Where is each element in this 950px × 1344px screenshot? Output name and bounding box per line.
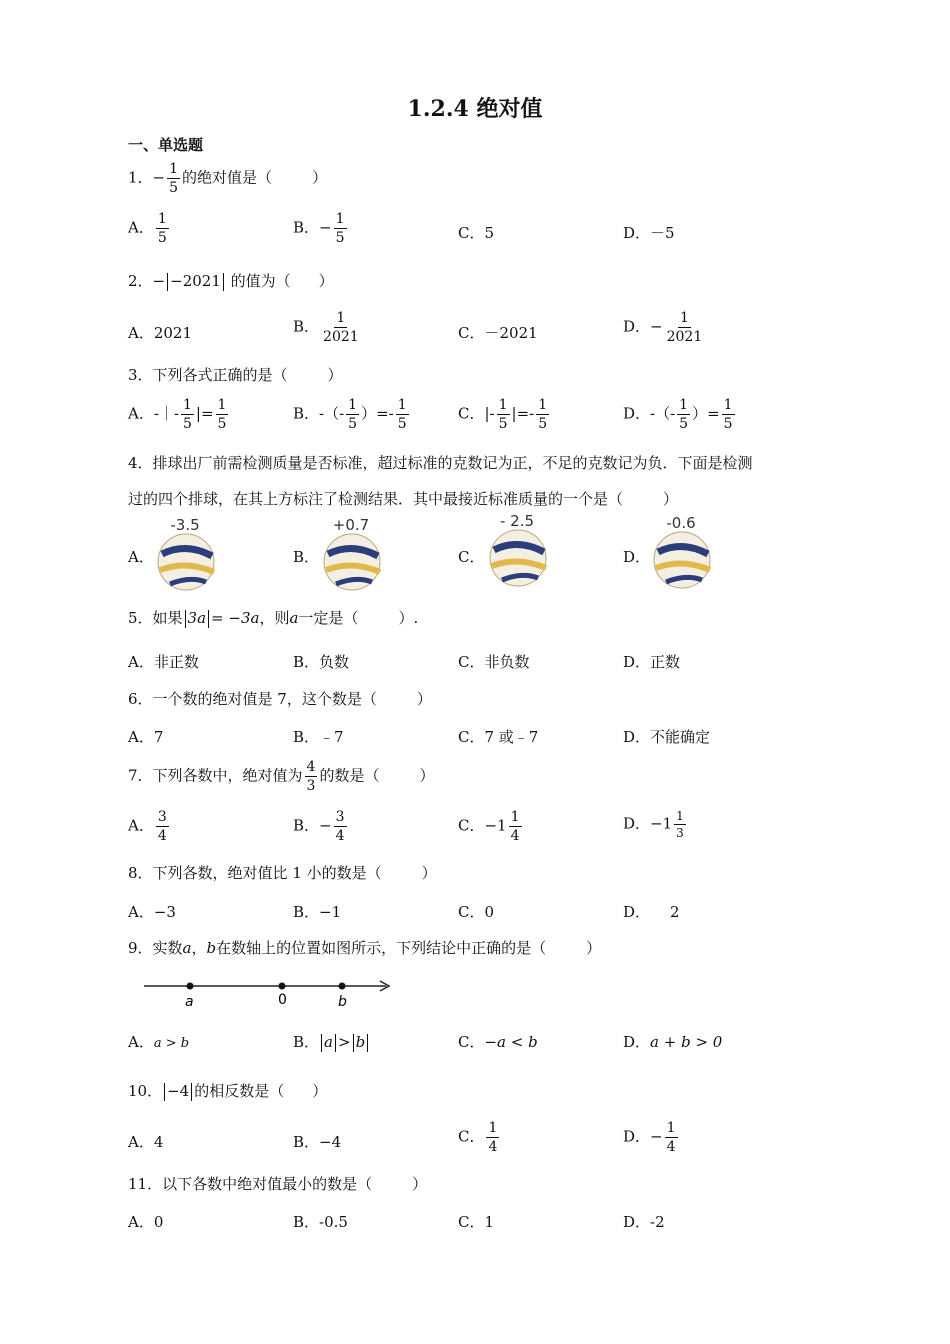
q6-text: 6．一个数的绝对值是 7，这个数是（ (128, 690, 377, 708)
option-label: D． (623, 1033, 651, 1051)
frac (396, 398, 409, 431)
q4-line-1: 4．排球出厂前需检测质量是否标准，超过标准的克数记为正，不足的克数记为负．下面是检测 (128, 454, 753, 472)
q9-close: ） (586, 939, 602, 957)
q3-option-b[interactable] (293, 398, 411, 431)
expr-part: |=- (511, 404, 535, 423)
frac-num: 1 (679, 310, 689, 326)
option-expr: a > b (153, 1036, 190, 1051)
expr-part: |- (484, 404, 495, 423)
q9-var-b: b (206, 939, 217, 957)
q7-option-a[interactable] (128, 810, 171, 843)
frac-den: 5 (157, 230, 167, 246)
q1-fraction-num: 1 (169, 161, 179, 177)
option-label: A． (128, 1033, 154, 1051)
number-line (140, 970, 396, 1012)
q2-number: 2． (128, 272, 153, 290)
frac-den: 5 (397, 416, 407, 432)
q3-close: ） (327, 366, 343, 384)
q5-variable: a (289, 609, 299, 627)
q3-text: 3．下列各式正确的是（ (128, 366, 288, 384)
q9-option-c[interactable] (458, 1031, 538, 1052)
frac-num: 1 (348, 397, 358, 413)
ball-label: -0.6 (666, 514, 696, 532)
question-8 (128, 862, 437, 883)
frac (346, 398, 359, 431)
frac-num: 1 (217, 397, 227, 413)
question-5 (128, 607, 418, 628)
q7-text: 的数是（ (319, 766, 380, 785)
frac-den: 5 (217, 416, 227, 432)
option-label: A． (128, 404, 154, 423)
frac-num: 1 (676, 809, 684, 823)
q7-option-d[interactable] (623, 810, 688, 839)
q1-number: 1． (128, 168, 153, 187)
q10-number: 10． (128, 1082, 163, 1100)
q11-option-b[interactable]: B．-0.5 (293, 1213, 348, 1231)
option-expr: a + b > 0 (650, 1033, 723, 1051)
volleyball-icon (322, 532, 382, 592)
q9-var-a: a (182, 939, 192, 957)
q10-option-d[interactable] (623, 1121, 680, 1154)
q11-option-c[interactable]: C．1 (458, 1213, 495, 1231)
q10-close: ） (312, 1082, 328, 1100)
point-0 (279, 983, 286, 990)
option-expr: −a < b (484, 1033, 538, 1051)
frac-num: 1 (397, 397, 407, 413)
frac-den: 5 (498, 416, 508, 432)
sign: − (650, 1127, 663, 1146)
frac-den: 5 (679, 416, 689, 432)
ball-label: -3.5 (170, 516, 200, 534)
q10-text: 的相反数是（ (194, 1082, 285, 1100)
frac (334, 810, 347, 843)
q2-option-b[interactable] (293, 311, 363, 344)
expr-part: -｜- (153, 404, 179, 423)
option-label: B． (293, 218, 320, 237)
q1-option-a[interactable] (128, 212, 171, 245)
frac-den: 2021 (666, 329, 703, 345)
q8-option-a[interactable]: A．−3 (128, 903, 176, 921)
q4-text: 过的四个排球，在其上方标注了检测结果．其中最接近标准质量的一个是（ (128, 490, 624, 508)
frac-num: 1 (723, 397, 733, 413)
page-title: 1.2.4 绝对值 (407, 96, 543, 122)
frac (665, 1121, 678, 1154)
sign: − (319, 816, 332, 835)
q2-sign: − (152, 272, 166, 290)
q4-option-d[interactable]: D． (623, 548, 651, 566)
q4-option-b[interactable]: B． (293, 548, 320, 566)
ball-label: - 2.5 (499, 512, 535, 530)
option-label: A． (128, 218, 154, 237)
frac-num: 1 (510, 809, 520, 825)
q6-option-d[interactable]: D．不能确定 (623, 728, 711, 746)
q6-option-b[interactable]: B．﹣7 (293, 728, 344, 746)
question-11 (128, 1173, 427, 1194)
question-7 (128, 760, 435, 793)
q11-option-a[interactable]: A．0 (128, 1213, 164, 1231)
q2-text: 的值为（ (230, 272, 291, 290)
q7-text: 7．下列各数中，绝对值为 (128, 766, 303, 785)
axis-label-b: b (338, 994, 347, 1010)
frac-num: 1 (538, 397, 548, 413)
sign: − (650, 317, 663, 336)
q9-sep: ， (191, 939, 207, 957)
question-3 (128, 364, 343, 385)
question-2 (128, 270, 334, 291)
q5-option-c[interactable]: C．非负数 (458, 653, 530, 671)
sign: − (319, 218, 332, 237)
q2-abs-inner: −2021 (170, 272, 221, 290)
q4-line-2 (128, 488, 678, 509)
q4-close: ） (663, 490, 679, 508)
q11-option-d[interactable]: D．-2 (623, 1213, 665, 1231)
frac-num: 3 (335, 809, 345, 825)
q11-close: ） (412, 1175, 428, 1193)
frac-den: 4 (666, 1139, 676, 1155)
whole-part: −1 (650, 814, 673, 833)
option-label: C． (458, 1033, 485, 1051)
frac-num: 3 (157, 809, 167, 825)
q5-option-a[interactable]: A．非正数 (128, 653, 199, 671)
frac-den: 5 (335, 230, 345, 246)
q2-option-d[interactable] (623, 311, 706, 344)
frac-num: 1 (488, 1120, 498, 1136)
q11-text: 11．以下各数中绝对值最小的数是（ (128, 1175, 373, 1193)
q3-option-d[interactable] (623, 398, 737, 431)
expr-part: |= (195, 404, 214, 423)
frac-num: 1 (157, 211, 167, 227)
frac-den: 3 (676, 826, 684, 840)
q10-option-c[interactable] (458, 1121, 501, 1154)
q2-d-fraction (665, 311, 705, 344)
q1-option-b[interactable] (293, 212, 349, 245)
point-a (187, 983, 194, 990)
q5-equation: = −3a (211, 609, 260, 627)
frac (181, 398, 194, 431)
q6-option-c[interactable]: C．7 或﹣7 (458, 728, 539, 746)
section-heading: 一、单选题 (128, 136, 204, 154)
frac (509, 810, 522, 843)
whole-part: −1 (484, 816, 507, 835)
question-9 (128, 937, 601, 958)
q2-option-c[interactable]: C．－2021 (458, 324, 538, 342)
option-label: A． (128, 816, 154, 835)
frac-den: 5 (723, 416, 733, 432)
volleyball-icon (488, 528, 548, 588)
q9-option-d[interactable] (623, 1031, 722, 1052)
q1-text: 的绝对值是（ (182, 168, 273, 187)
q7-close: ） (419, 766, 435, 785)
q9-option-b[interactable] (293, 1031, 370, 1052)
q6-option-a[interactable]: A．7 (128, 728, 164, 746)
axis-label-a: a (185, 994, 194, 1010)
q5-text: 一定是（ (298, 609, 359, 627)
axis-label-0: 0 (278, 992, 287, 1008)
option-label: C． (458, 1127, 485, 1146)
q8-close: ） (421, 864, 437, 882)
option-value: 2 (670, 903, 680, 921)
option-label: C． (458, 404, 485, 423)
option-label: D． (623, 317, 651, 336)
q5-text: 5．如果 (128, 609, 183, 627)
q5-abs-inner: 3a (187, 609, 207, 627)
option-label: B． (293, 404, 320, 423)
volleyball-icon (652, 530, 712, 590)
q2-close: ） (318, 272, 334, 290)
frac (674, 810, 686, 839)
frac-den: 4 (335, 828, 345, 844)
frac (216, 398, 229, 431)
q9-text: 9．实数 (128, 939, 183, 957)
frac-num: 1 (182, 397, 192, 413)
option-label: D． (623, 404, 651, 423)
q7-fraction (305, 760, 318, 793)
q8-text: 8．下列各数，绝对值比 1 小的数是（ (128, 864, 382, 882)
q9-option-a[interactable] (128, 1031, 189, 1052)
q7-option-c[interactable] (458, 810, 524, 843)
q1-fraction (167, 162, 180, 195)
point-b (339, 983, 346, 990)
q1-option-d[interactable]: D．－5 (623, 224, 675, 242)
q5-text: ，则 (259, 609, 290, 627)
q9-text: 在数轴上的位置如图所示，下列结论中正确的是（ (216, 939, 547, 957)
q4-option-a[interactable]: A． (128, 548, 154, 566)
frac (497, 398, 510, 431)
q5-option-d[interactable]: D．正数 (623, 653, 681, 671)
q5-close: ）. (398, 609, 419, 627)
option-label: C． (458, 816, 485, 835)
q8-option-c[interactable]: C．0 (458, 903, 495, 921)
option-operator: > (337, 1033, 351, 1051)
q6-close: ） (416, 690, 432, 708)
question-10 (128, 1080, 327, 1101)
q1-sign: − (152, 168, 166, 187)
option-label: B． (293, 816, 320, 835)
q10-option-b[interactable]: B．−4 (293, 1133, 342, 1151)
frac-den: 4 (488, 1139, 498, 1155)
volleyball-icon (156, 532, 216, 592)
frac-den: 3 (306, 778, 316, 794)
frac-num: 1 (666, 1120, 676, 1136)
option-label: B． (293, 317, 320, 336)
frac-den: 4 (157, 828, 167, 844)
expr-part: ）=- (361, 404, 394, 423)
q3-option-c[interactable] (458, 398, 551, 431)
q8-option-b[interactable]: B．−1 (293, 903, 342, 921)
frac-den: 4 (510, 828, 520, 844)
frac (677, 398, 690, 431)
question-6 (128, 688, 432, 709)
expr-part: -（- (650, 404, 676, 423)
q1-option-c[interactable]: C．5 (458, 224, 495, 242)
frac-num: 1 (336, 310, 346, 326)
frac-den: 5 (348, 416, 358, 432)
q1-fraction-den: 5 (169, 180, 179, 196)
option-label: D． (623, 903, 651, 921)
frac-num: 1 (679, 397, 689, 413)
frac-num: 4 (306, 759, 316, 775)
option-label: D． (623, 814, 651, 833)
q10-option-a[interactable]: A．4 (128, 1133, 164, 1151)
frac-num: 1 (498, 397, 508, 413)
frac (156, 810, 169, 843)
option-label: D． (623, 1127, 651, 1146)
frac (722, 398, 735, 431)
ball-label: +0.7 (332, 516, 370, 534)
frac (486, 1121, 499, 1154)
q1-b-fraction (334, 212, 347, 245)
frac-num: 1 (335, 211, 345, 227)
question-1 (128, 162, 327, 195)
q4-option-c[interactable]: C． (458, 548, 485, 566)
q5-option-b[interactable]: B．负数 (293, 653, 350, 671)
frac-den: 5 (538, 416, 548, 432)
expr-part: -（- (319, 404, 345, 423)
q8-option-d[interactable] (623, 901, 680, 922)
q1-close: ） (312, 168, 328, 187)
q7-option-b[interactable] (293, 810, 349, 843)
option-label: B． (293, 1033, 320, 1051)
frac-den: 2021 (323, 329, 359, 345)
q1-a-fraction (156, 212, 169, 245)
q3-option-a[interactable] (128, 398, 230, 431)
q10-abs-inner: −4 (167, 1082, 190, 1100)
option-var-a: a (324, 1033, 333, 1051)
q2-b-fraction (321, 311, 361, 344)
frac-den: 5 (182, 416, 192, 432)
option-var-b: b (355, 1033, 366, 1051)
frac (536, 398, 549, 431)
q2-option-a[interactable]: A．2021 (128, 324, 193, 342)
expr-part: ）= (692, 404, 720, 423)
